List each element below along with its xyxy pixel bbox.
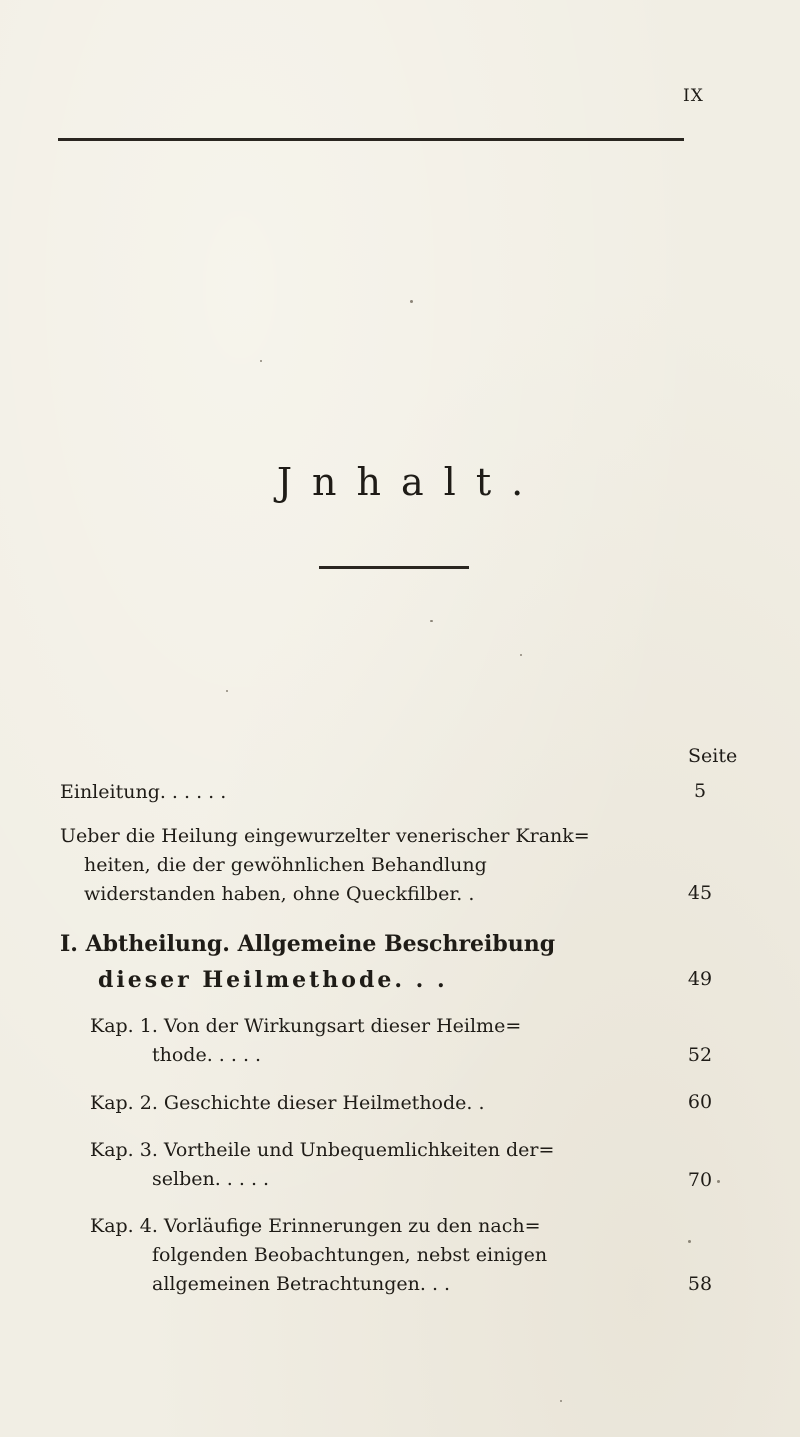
toc-entry-treatise[interactable] [60,822,675,909]
page-number: IX [683,86,704,106]
paper-speck [560,1400,562,1402]
toc-entry-text: Einleitung. . . . . . [60,781,227,803]
toc-entry-text: I. Abtheilung. Allgemeine Beschreibung [60,931,556,957]
toc-entry-chapter-4[interactable] [90,1212,675,1299]
toc-page-number: 70 [687,1169,713,1191]
toc-entry-introduction[interactable] [60,778,660,807]
paper-speck [520,654,522,656]
toc-entry-text: heiten, die der gewöhnlichen Behandlung [84,854,487,876]
toc-page-number: 52 [687,1044,713,1066]
toc-entry-text: allgemeinen Betrachtungen. . . [152,1273,451,1295]
paper-speck [430,620,433,622]
title-rule [319,566,469,569]
toc-entry-text: Kap. 1. Von der Wirkungsart dieser Heilme= [90,1015,522,1037]
paper-speck [260,360,262,362]
paper-speck [688,1240,691,1243]
toc-entry-section-1[interactable] [60,926,675,998]
header-rule [58,138,684,141]
toc-entry-text: Kap. 2. Geschichte dieser Heilmethode. . [90,1092,485,1114]
toc-entry-chapter-3[interactable] [90,1136,675,1194]
page-title: Jnhalt. [276,460,544,504]
toc-page-number: 45 [687,882,713,904]
toc-page-number: 5 [693,780,707,802]
paper-speck [410,300,413,303]
toc-entry-chapter-2[interactable] [90,1089,675,1118]
paper-speck [717,1180,720,1183]
toc-entry-text: Kap. 4. Vorläufige Erinnerungen zu den nach= [90,1215,541,1237]
paper-speck [226,690,228,692]
toc-entry-text: thode. . . . . [152,1044,262,1066]
toc-page-number: 58 [687,1273,713,1295]
toc-entry-text: selben. . . . . [152,1168,270,1190]
toc-page-number: 49 [687,968,713,990]
toc-entry-text: dieser Heilmethode. . . [98,967,448,993]
toc-page-number: 60 [687,1091,713,1113]
toc-entry-chapter-1[interactable] [90,1012,675,1070]
page-column-heading: Seite [688,745,738,767]
toc-entry-text: Ueber die Heilung eingewurzelter venerischer Krank= [60,825,590,847]
toc-entry-text: Kap. 3. Vortheile und Unbequemlichkeiten der= [90,1139,555,1161]
toc-entry-text: folgenden Beobachtungen, nebst einigen [152,1244,548,1266]
toc-entry-text: widerstanden haben, ohne Queckfilber. . [84,883,475,905]
